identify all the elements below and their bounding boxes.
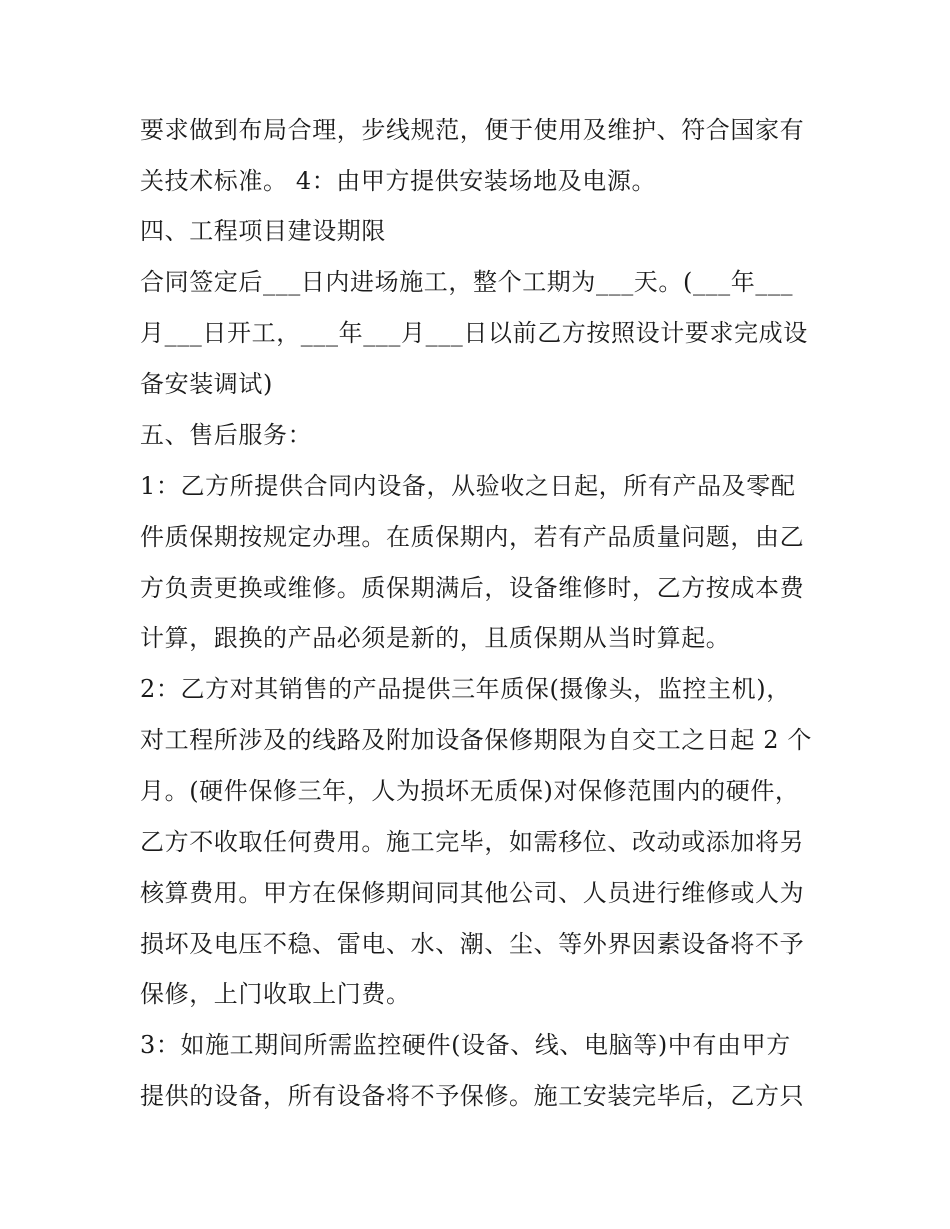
section-heading: 五、售后服务： <box>140 421 313 449</box>
text-line: 损坏及电压不稳、雷电、水、潮、尘、等外界因素设备将不予 <box>140 930 805 958</box>
text-line: 方负责更换或维修。质保期满后，设备维修时，乙方按成本费 <box>140 574 805 602</box>
text-line: 2：乙方对其销售的产品提供三年质保(摄像头，监控主机)， <box>140 675 791 703</box>
text-line: 3：如施工期间所需监控硬件(设备、线、电脑等)中有由甲方 <box>140 1031 791 1059</box>
text-line: 1：乙方所提供合同内设备，从验收之日起，所有产品及零配 <box>140 472 796 500</box>
text-line: 计算，跟换的产品必须是新的，且质保期从当时算起。 <box>140 624 731 652</box>
text-line: 月___日开工，___年___月___日以前乙方按照设计要求完成设 <box>140 319 808 347</box>
text-line: 件质保期按规定办理。在质保期内，若有产品质量问题，由乙 <box>140 523 805 551</box>
text-line: 要求做到布局合理，步线规范，便于使用及维护、符合国家有 <box>140 116 805 144</box>
text-line: 对工程所涉及的线路及附加设备保修期限为自交工之日起 2 个 <box>140 726 812 754</box>
text-line: 保修，上门收取上门费。 <box>140 980 411 1008</box>
section-heading: 四、工程项目建设期限 <box>140 217 386 245</box>
text-line: 乙方不收取任何费用。施工完毕，如需移位、改动或添加将另 <box>140 828 805 856</box>
text-line: 核算费用。甲方在保修期间同其他公司、人员进行维修或人为 <box>140 879 805 907</box>
text-line: 关技术标准。 4：由甲方提供安装场地及电源。 <box>140 167 657 195</box>
text-line: 备安装调试) <box>140 370 273 398</box>
text-line: 月。(硬件保修三年，人为损坏无质保)对保修范围内的硬件， <box>140 777 800 805</box>
text-line: 合同签定后___日内进场施工，整个工期为___天。(___年___ <box>140 268 794 296</box>
text-line: 提供的设备，所有设备将不予保修。施工安装完毕后，乙方只 <box>140 1082 805 1110</box>
